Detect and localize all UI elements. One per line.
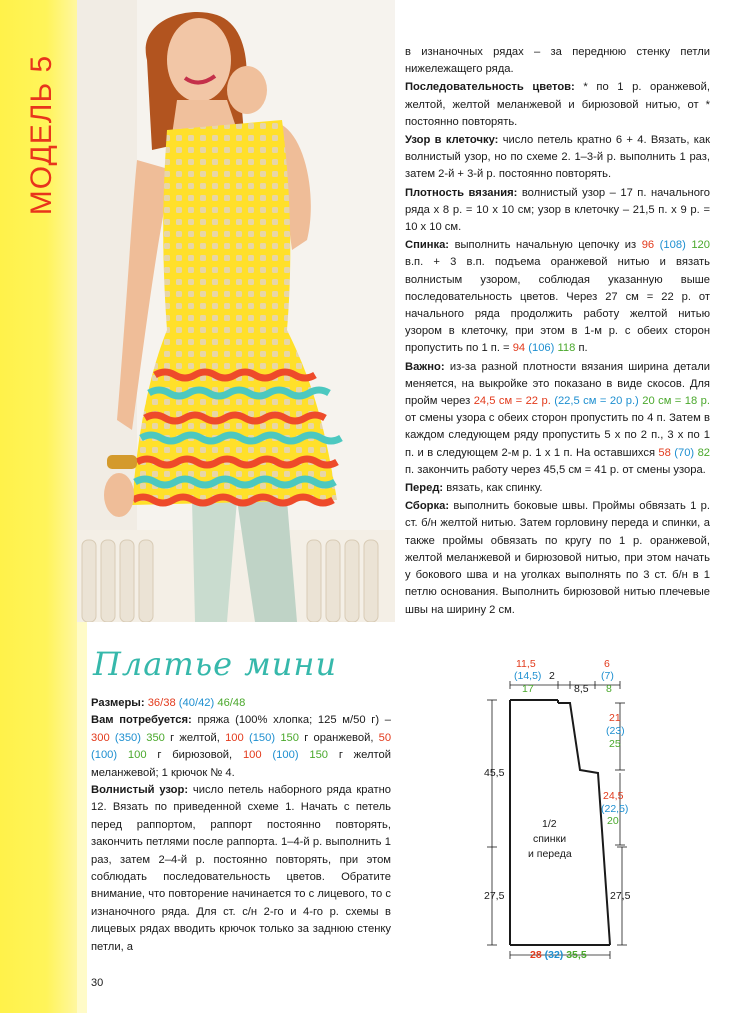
radiator [77, 530, 395, 622]
dim-right-lower: 27,5 [610, 890, 631, 902]
instructions-left-column [91, 695, 391, 956]
dim-side1-red: 21 [609, 712, 621, 724]
center-label-2: спинки [533, 833, 567, 845]
sidebar-strip-lower [77, 620, 87, 1013]
dim-left-upper: 45,5 [484, 767, 505, 779]
page-title: Платье мини [93, 645, 338, 683]
sizes-paragraph: Размеры: 36/38 (40/42) 46/48 [91, 697, 246, 709]
materials-paragraph: Вам потребуется: пряжа (100% хлопка; 125 м/50 г) – 300 (350) 350 г желтой, 100 (150) 150 г оранжевой, 50 (100) 100 г бирюзовой, 100 (100) 150 г желтой меланжевой; 1 крючок № 4. [91, 714, 392, 779]
important-paragraph: Важно: из-за разной плотности вязания ширина детали меняется, на выкройке это показано в виде скосов. Для пройм через 24,5 см = 22 р. (22,5 см = 20 р.) 20 см = 18 р. от смены узора с обеих сторон пропустить по 4 п. Затем в каждом следующем ряду пропустить 5 х по 2 п., 3 х по 1 п. и в следующем 2-м р. 1 х 1 п. На оставшихся 58 (70) 82 п. закончить работу через 45,5 см = 41 р. от смены узора. [405, 360, 711, 476]
dim-top-mid2: 8,5 [574, 683, 589, 695]
dim-top-left-blue: (14,5) [514, 670, 542, 682]
dim-top-right-green: 8 [606, 683, 612, 695]
dim-side1-blue: (23) [606, 725, 625, 737]
dim-bottom: 28 (32) 35,5 [530, 949, 587, 961]
dim-top-mid: 2 [549, 670, 555, 682]
grid-pattern-paragraph: Узор в клеточку: число петель кратно 6 + 4. Вязать, как волнистый узор, но по схеме 2. 1–3-й р. выполнить 1 раз, затем 2-й + 3-й р. постоянно повторять. [405, 134, 711, 181]
dim-left-lower: 27,5 [484, 890, 505, 902]
model-label [22, 40, 62, 230]
pattern-outline [470, 655, 730, 975]
dim-top-right-red: 6 [604, 658, 610, 670]
pattern-diagram [470, 655, 730, 975]
dim-side2-blue: (22,5) [601, 803, 629, 815]
dim-side2-green: 20 [607, 815, 619, 827]
front-paragraph: Перед: вязать, как спинку. [405, 482, 543, 495]
assembly-paragraph: Сборка: выполнить боковые швы. Проймы обвязать 1 р. ст. б/н желтой нитью. Затем горловину переда и спинки, а также проймы обвязать по кругу по 1 р. оранжевой, желтой меланжевой и бирюзовой нитью, при этом начать у бокового шва и на уголках выполнять по 3 ст. б/н в 1 петлю основания. Выполнить бирюзовой нитью плечевые швы на ширину 2 см. [405, 500, 710, 616]
photo-illustration [77, 0, 395, 622]
intro-paragraph: в изнаночных рядах – за переднюю стенку петли нижележащего ряда. [405, 46, 710, 76]
color-sequence-paragraph: Последовательность цветов: * по 1 р. оранжевой, желтой, желтой меланжевой и бирюзовой нитью, от * постоянно повторять. [405, 81, 710, 128]
density-paragraph: Плотность вязания: волнистый узор – 17 п. начального ряда х 8 р. = 10 х 10 см; узор в клеточку – 21,5 п. х 9 р. = 10 х 10 см. [405, 186, 710, 234]
dim-side1-green: 25 [609, 738, 621, 750]
instructions-right-column [405, 44, 710, 620]
page-number: 30 [91, 977, 104, 989]
dim-top-right-blue: (7) [601, 670, 614, 682]
model-label-text: МОДЕЛЬ 5 [25, 54, 59, 216]
dim-top-left-red: 11,5 [516, 658, 536, 670]
dim-top-left-green: 17 [522, 683, 534, 695]
back-paragraph: Спинка: выполнить начальную цепочку из 96 (108) 120 в.п. + 3 в.п. подъема оранжевой нитью и вязать волнистым узором, соблюдая указанную выше последовательность цветов. Через 27 см = 22 р. от начального ряда продолжить работу желтой нитью узором в клеточку, при этом в 1-м р. с обеих сторон пропустить по 1 п. = 94 (106) 118 п. [405, 239, 710, 355]
wave-pattern-paragraph: Волнистый узор: число петель наборного ряда кратно 12. Вязать по приведенной схеме 1. Начать с петель перед раппортом, раппорт постоянно повторять, закончить петлями после раппорта. 1–4-й р. выполнить 1 раз, затем 2–4-й р. постоянно повторять, при этом соблюдать последовательность цветов. Обратите внимание, что повторение начинается то с лицевого, то с изнаночного ряда. Для ст. с/н 2-го и 4-го р. схемы в лицевых рядах вводить крючок только за заднюю стенку петли, а [91, 784, 392, 953]
dim-side2-red: 24,5 [603, 790, 624, 802]
center-label-1: 1/2 [542, 818, 557, 830]
model-photo [77, 0, 395, 622]
center-label-3: и переда [528, 848, 572, 860]
